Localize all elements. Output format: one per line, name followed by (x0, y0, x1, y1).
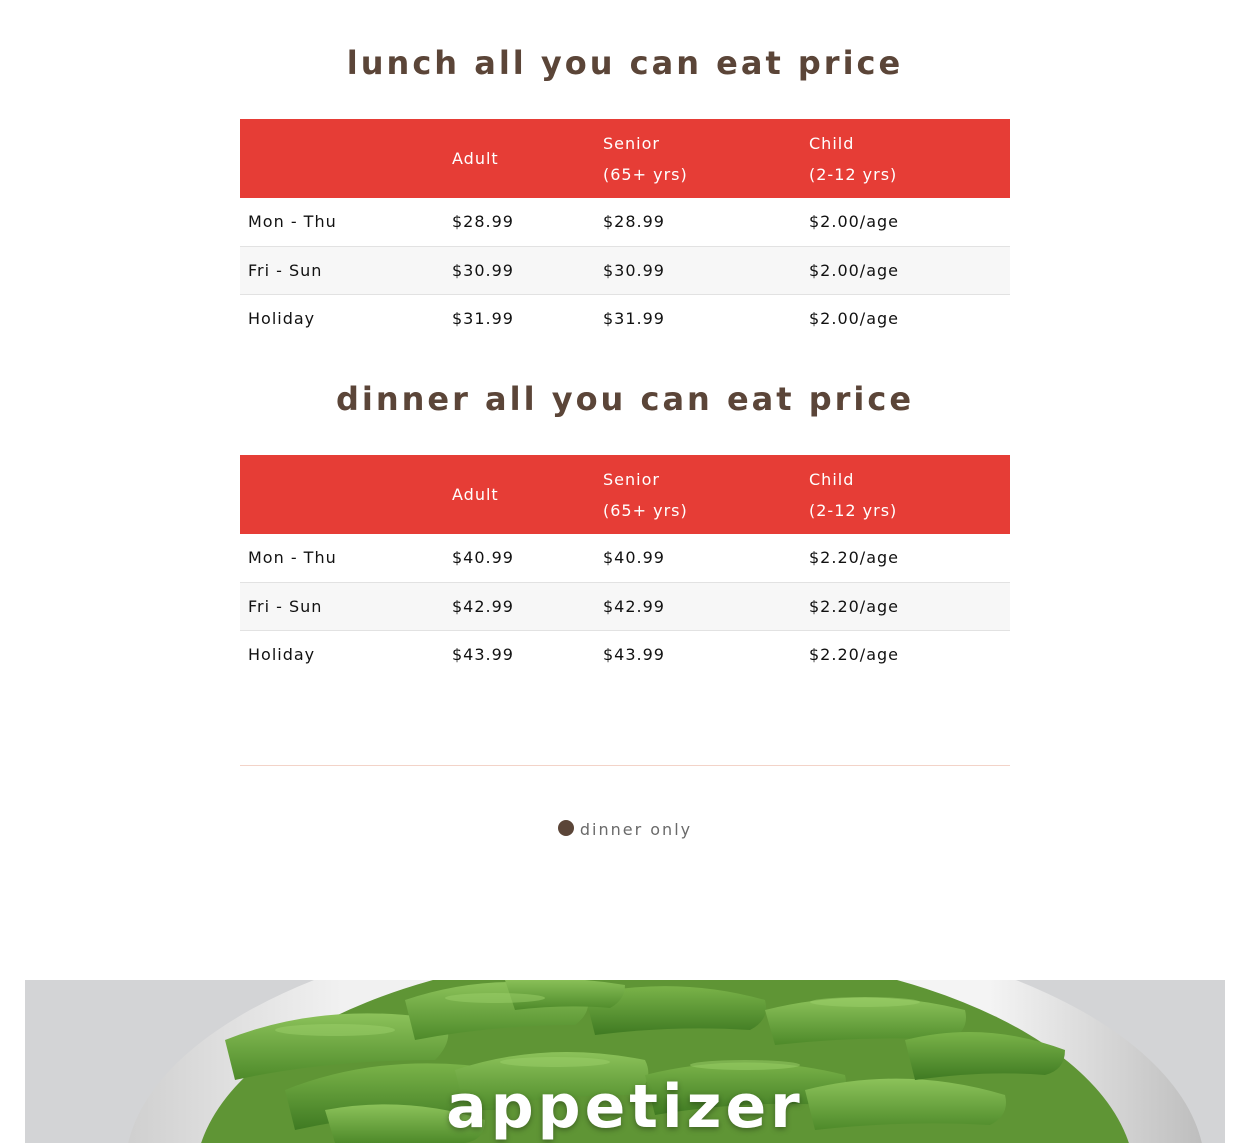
dinner-price-table (240, 455, 1010, 678)
header-child-note: (2-12 yrs) (809, 500, 898, 520)
header-child (801, 455, 1010, 534)
row-day: Mon - Thu (248, 548, 337, 568)
row-child-price: $2.20/age (809, 644, 899, 664)
table-header-row (240, 455, 1010, 534)
table-row (240, 534, 1010, 582)
header-senior-label: Senior (603, 469, 660, 489)
row-adult-price: $43.99 (452, 644, 514, 664)
header-child-note: (2-12 yrs) (809, 164, 898, 184)
header-adult: Adult (452, 485, 499, 504)
header-day (240, 119, 444, 198)
header-senior-note: (65+ yrs) (603, 500, 688, 520)
row-senior-price: $42.99 (603, 596, 665, 616)
lunch-price-table (240, 119, 1010, 342)
row-child-price: $2.20/age (809, 548, 899, 568)
table-row (240, 246, 1010, 294)
row-day: Fri - Sun (248, 596, 323, 616)
row-adult-price: $31.99 (452, 308, 514, 328)
table-header-row (240, 119, 1010, 198)
table-row (240, 198, 1010, 246)
lunch-price-title: lunch all you can eat price (346, 44, 904, 82)
row-day: Mon - Thu (248, 212, 337, 232)
header-senior (595, 119, 801, 198)
row-senior-price: $43.99 (603, 644, 665, 664)
table-row (240, 630, 1010, 678)
row-child-price: $2.00/age (809, 260, 899, 280)
row-child-price: $2.00/age (809, 212, 899, 232)
header-senior-note: (65+ yrs) (603, 164, 688, 184)
row-adult-price: $42.99 (452, 596, 514, 616)
dinner-only-dot-icon (558, 820, 574, 836)
section-divider (240, 765, 1010, 766)
row-senior-price: $30.99 (603, 260, 665, 280)
header-child-label: Child (809, 469, 855, 489)
appetizer-title: appetizer (446, 1072, 804, 1142)
row-adult-price: $40.99 (452, 548, 514, 568)
row-day: Holiday (248, 644, 316, 664)
table-row (240, 582, 1010, 630)
table-row (240, 294, 1010, 342)
header-senior-label: Senior (603, 133, 660, 153)
header-child-label: Child (809, 133, 855, 153)
row-adult-price: $30.99 (452, 260, 514, 280)
row-senior-price: $28.99 (603, 212, 665, 232)
header-adult: Adult (452, 149, 499, 168)
row-child-price: $2.20/age (809, 596, 899, 616)
row-child-price: $2.00/age (809, 308, 899, 328)
legend (0, 820, 1250, 839)
header-senior (595, 455, 801, 534)
row-adult-price: $28.99 (452, 212, 514, 232)
header-day (240, 455, 444, 534)
row-senior-price: $40.99 (603, 548, 665, 568)
row-senior-price: $31.99 (603, 308, 665, 328)
row-day: Holiday (248, 308, 316, 328)
dinner-price-title: dinner all you can eat price (335, 380, 915, 418)
row-day: Fri - Sun (248, 260, 323, 280)
appetizer-banner (25, 980, 1225, 1143)
legend-label: dinner only (579, 820, 693, 839)
header-child (801, 119, 1010, 198)
